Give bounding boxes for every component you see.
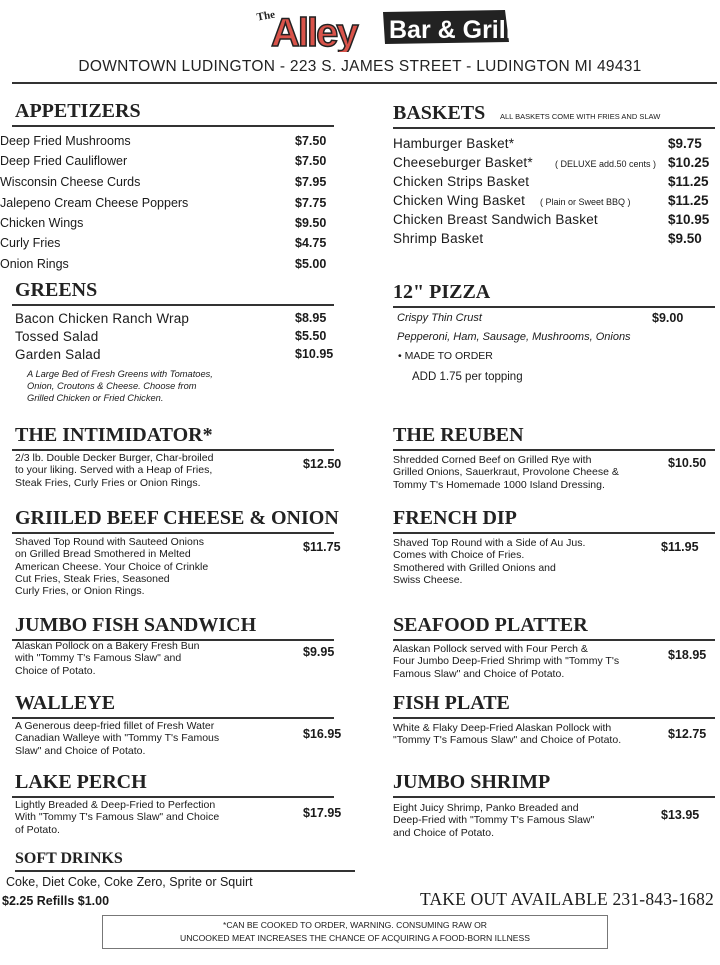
item-description: A Generous deep-fried fillet of Fresh Water Canadian Walleye with "Tommy T's Famous Slaw" and Choice of Potato. — [15, 720, 220, 757]
menu-item-price: $9.50 — [668, 231, 702, 246]
section-title-griiled-beef-cheese-onion: GRIILED BEEF CHEESE & ONION — [15, 507, 339, 529]
menu-item-price: $7.50 — [295, 154, 327, 168]
item-price: $10.50 — [668, 456, 707, 470]
menu-item-price: $9.75 — [668, 136, 702, 151]
menu-item-price: $7.95 — [295, 175, 327, 189]
section-title-soft-drinks: SOFT DRINKS — [15, 850, 123, 867]
item-description: A Large Bed of Fresh Greens with Tomatoes, Onion, Croutons & Cheese. Choose from Grilled Chicken or Fried Chicken. — [27, 369, 213, 403]
menu-item-name: Garden Salad — [15, 347, 101, 362]
menu-item-name: Tossed Salad — [15, 329, 99, 344]
menu-item-price: $10.95 — [295, 347, 334, 361]
warning-line: UNCOOKED MEAT INCREASES THE CHANCE OF ACQUIRING A FOOD-BORN ILLNESS — [179, 933, 531, 943]
menu-item-price: $9.50 — [295, 216, 327, 230]
section-title-walleye: WALLEYE — [15, 692, 116, 714]
divider — [393, 717, 715, 719]
section-title-12-pizza: 12" PIZZA — [393, 281, 491, 303]
menu-item-name: Deep Fried Cauliflower — [0, 154, 128, 168]
warning-box — [102, 915, 608, 949]
item-price: $13.95 — [661, 808, 700, 822]
soft-drinks-list: Coke, Diet Coke, Coke Zero, Sprite or Squirt — [6, 875, 253, 889]
menu-item-price: $11.25 — [668, 174, 709, 189]
divider — [393, 639, 715, 641]
menu-item-price: $5.00 — [295, 257, 327, 271]
menu-item-name: Hamburger Basket* — [393, 136, 515, 151]
svg-text:Bar & Grill: Bar & Grill — [389, 16, 513, 44]
pizza-made-to-order: • MADE TO ORDER — [398, 350, 493, 362]
item-description: Shredded Corned Beef on Grilled Rye with Grilled Onions, Sauerkraut, Provolone Cheese & Tommy T's Homemade 1000 Island Dressing. — [393, 454, 619, 491]
menu-item-name: Cheeseburger Basket* — [393, 155, 533, 170]
item-description: Shaved Top Round with Sauteed Onions on Grilled Bread Smothered in Melted American Cheese. Your Choice of Crinkle Cut Fries, Steak Fries, Seasoned Curly Fries, or Onion Rings. — [15, 536, 209, 598]
item-description: Lightly Breaded & Deep-Fried to Perfection With "Tommy T's Famous Slaw" and Choice of Potato. — [15, 799, 220, 836]
section-note: ALL BASKETS COME WITH FRIES AND SLAW — [500, 112, 661, 121]
item-price: $16.95 — [303, 727, 342, 741]
menu-item-name: Shrimp Basket — [393, 231, 484, 246]
divider — [12, 717, 334, 719]
menu-item-note: ( Plain or Sweet BBQ ) — [540, 197, 631, 207]
menu-item-name: Wisconsin Cheese Curds — [0, 175, 141, 189]
item-description: Shaved Top Round with a Side of Au Jus. Comes with Choice of Fries. Smothered with Grilled Onions and Swiss Cheese. — [393, 537, 586, 586]
divider — [393, 449, 715, 451]
item-price: $11.75 — [303, 540, 341, 554]
divider — [15, 870, 355, 872]
menu-item-price: $8.95 — [295, 311, 327, 325]
section-title-jumbo-fish-sandwich: JUMBO FISH SANDWICH — [15, 614, 257, 636]
section-title-fish-plate: FISH PLATE — [393, 692, 510, 714]
divider — [12, 82, 717, 84]
section-title-jumbo-shrimp: JUMBO SHRIMP — [393, 771, 551, 793]
divider — [12, 449, 334, 451]
divider — [12, 125, 334, 127]
menu-item-price: $7.75 — [295, 196, 327, 210]
item-price: $17.95 — [303, 806, 342, 820]
divider — [12, 304, 334, 306]
item-price: $18.95 — [668, 648, 707, 662]
section-title-appetizers: APPETIZERS — [15, 100, 141, 122]
section-title-the-intimidator: THE INTIMIDATOR* — [15, 424, 213, 446]
item-description: Alaskan Pollock on a Bakery Fresh Bun with "Tommy T's Famous Slaw" and Choice of Potato. — [15, 640, 200, 677]
pizza-add-topping: ADD 1.75 per topping — [412, 371, 523, 383]
menu-item-name: Chicken Breast Sandwich Basket — [393, 212, 598, 227]
pizza-price: $9.00 — [652, 311, 684, 325]
menu-item-price: $11.25 — [668, 193, 709, 208]
menu-item-price: $7.50 — [295, 134, 327, 148]
menu-item-price: $5.50 — [295, 329, 327, 343]
menu-item-name: Deep Fried Mushrooms — [0, 134, 131, 148]
item-price: $12.75 — [668, 727, 707, 741]
menu-item-name: Chicken Wing Basket — [393, 193, 526, 208]
section-title-lake-perch: LAKE PERCH — [15, 771, 147, 793]
address: DOWNTOWN LUDINGTON - 223 S. JAMES STREET - LUDINGTON MI 49431 — [78, 58, 642, 75]
pizza-toppings: Pepperoni, Ham, Sausage, Mushrooms, Onions — [397, 331, 631, 343]
divider — [393, 532, 715, 534]
pizza-crust: Crispy Thin Crust — [397, 312, 482, 324]
menu-item-note: ( DELUXE add.50 cents ) — [555, 159, 657, 169]
section-title-baskets: BASKETS — [393, 102, 486, 124]
item-price: $12.50 — [303, 457, 342, 471]
item-description: White & Flaky Deep-Fried Alaskan Pollock with "Tommy T's Famous Slaw" and Choice of Potato. — [393, 722, 622, 747]
menu-item-name: Onion Rings — [0, 257, 69, 271]
menu-item-price: $10.95 — [668, 212, 710, 227]
menu-item-price: $10.25 — [668, 155, 710, 170]
menu-item-name: Bacon Chicken Ranch Wrap — [15, 311, 190, 326]
item-description: 2/3 lb. Double Decker Burger, Char-broiled to your liking. Served with a Heap of Fries, Steak Fries, Curly Fries or Onion Rings. — [15, 452, 214, 489]
takeout-phone: TAKE OUT AVAILABLE 231-843-1682 — [419, 889, 714, 909]
menu-item-name: Jalepeno Cream Cheese Poppers — [0, 196, 189, 210]
warning-line: *CAN BE COOKED TO ORDER, WARNING. CONSUMING RAW OR — [222, 920, 488, 930]
divider — [12, 796, 334, 798]
divider — [393, 127, 715, 129]
item-description: Alaskan Pollock served with Four Perch & Four Jumbo Deep-Fried Shrimp with "Tommy T's Famous Slaw" and Choice of Potato. — [393, 643, 620, 680]
menu-item-name: Chicken Wings — [0, 216, 84, 230]
menu-item-name: Chicken Strips Basket — [393, 174, 530, 189]
section-title-seafood-platter: SEAFOOD PLATTER — [393, 614, 588, 636]
item-price: $9.95 — [303, 645, 335, 659]
divider — [12, 532, 334, 534]
soft-drinks-price: $2.25 Refills $1.00 — [2, 894, 110, 908]
section-title-the-reuben: THE REUBEN — [393, 424, 524, 446]
section-title-french-dip: FRENCH DIP — [393, 507, 517, 529]
divider — [393, 306, 715, 308]
svg-text:The: The — [255, 8, 276, 24]
item-description: Eight Juicy Shrimp, Panko Breaded and Deep-Fried with "Tommy T's Famous Slaw" and Choice of Potato. — [393, 802, 595, 839]
svg-text:Alley: Alley — [271, 11, 357, 52]
item-price: $11.95 — [661, 540, 699, 554]
menu-item-price: $4.75 — [295, 236, 327, 250]
divider — [393, 796, 715, 798]
logo — [255, 4, 515, 52]
menu-item-name: Curly Fries — [0, 236, 61, 250]
section-title-greens: GREENS — [15, 279, 98, 301]
